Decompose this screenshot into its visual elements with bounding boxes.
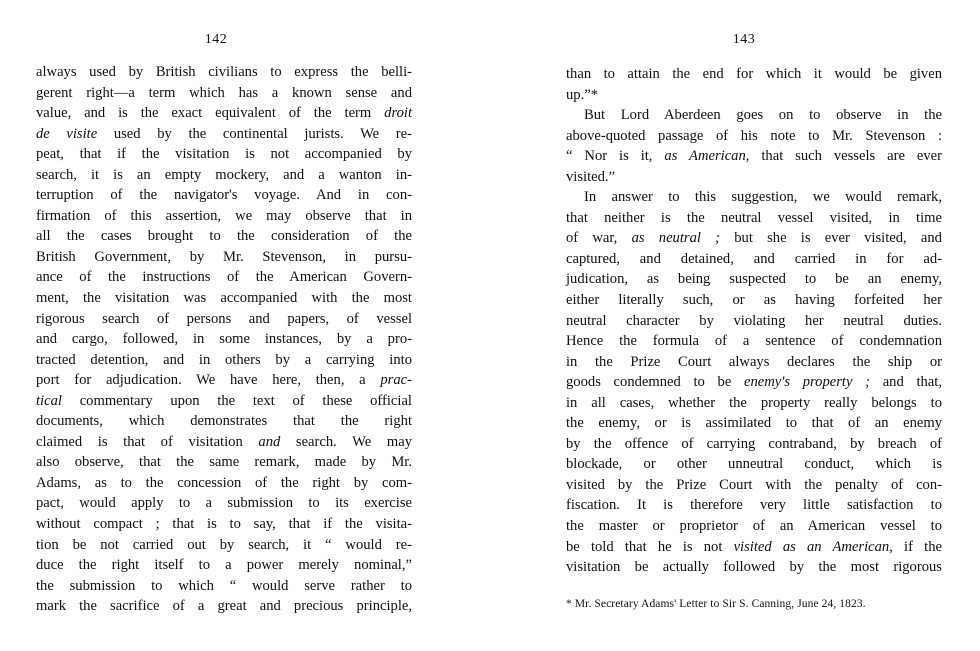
right-line: neutral character by violating her neutral duties. — [566, 312, 942, 329]
left-line: tion be not carried out by search, it “ would re- — [36, 536, 412, 553]
right-line: in all cases, whether the property really belongs to — [566, 394, 942, 411]
right-line: visited by the Prize Court with the penalty of con- — [566, 476, 942, 493]
left-line: firmation of this assertion, we may observe that in — [36, 207, 412, 224]
left-line: value, and is the exact equivalent of the term droit — [36, 105, 412, 122]
right-line: of war, as neutral ; but she is ever visited, and — [566, 230, 942, 247]
left-line: always used by British civilians to express the belli- — [36, 64, 412, 80]
right-line: blockade, or other unneutral conduct, which is — [566, 456, 942, 473]
right-page-number: 143 — [732, 32, 756, 47]
left-line: search, it is an empty mockery, and a wanton in- — [36, 166, 412, 183]
left-line: port for adjudication. We have here, then, a prac- — [36, 372, 412, 389]
left-line: de visite used by the continental jurists. We re- — [36, 125, 412, 142]
right-line: But Lord Aberdeen goes on to observe in the — [584, 107, 942, 124]
right-line: Hence the formula of a sentence of condemnation — [566, 333, 942, 350]
right-line: judication, as being suspected to be an enemy, — [566, 271, 942, 288]
left-line: rigorous search of persons and papers, of vessel — [36, 310, 412, 327]
right-page-text — [566, 64, 942, 578]
right-line: be told that he is not visited as an American, if the — [566, 538, 942, 555]
right-line: visitation be actually followed by the most rigorous — [566, 559, 942, 576]
right-line: captured, and detained, and carried in for ad- — [566, 250, 942, 267]
right-line: the master or proprietor of an American vessel to — [566, 518, 942, 535]
left-line: terruption of the navigator's voyage. And in con- — [36, 187, 412, 204]
left-page-number: 142 — [204, 32, 228, 47]
right-line: than to attain the end for which it would be given — [566, 66, 942, 82]
left-line: gerent right—a term which has a known sense and — [36, 84, 412, 101]
footnote: * Mr. Secretary Adams' Letter to Sir S. Canning, June 24, 1823. — [566, 598, 866, 610]
left-line: tical commentary upon the text of these official — [36, 392, 412, 409]
right-line: either literally such, or as having forfeited her — [566, 292, 942, 309]
right-line: up.”* — [566, 86, 599, 103]
right-line: by the offence of carrying contraband, by breach of — [566, 435, 942, 452]
left-line: peat, that if the visitation is not accompanied by — [36, 146, 412, 163]
left-line: tracted detention, and in others by a carrying into — [36, 351, 412, 368]
left-page-text — [36, 62, 412, 617]
right-line: above-quoted passage of his note to Mr. Stevenson : — [566, 127, 942, 144]
left-line: duce the right itself to a power merely nominal,” — [36, 557, 412, 574]
right-line: goods condemned to be enemy's property ; and that, — [566, 374, 942, 391]
left-line: documents, which demonstrates that the right — [36, 413, 412, 430]
left-line: pact, would apply to a submission to its exercise — [36, 495, 412, 512]
right-line: in the Prize Court always declares the ship or — [566, 353, 942, 370]
right-line: fiscation. It is therefore very little satisfaction to — [566, 497, 942, 514]
left-line: the submission to which “ would serve rather to — [36, 577, 412, 594]
left-line: and cargo, followed, in some instances, by a pro- — [36, 331, 412, 348]
left-line: British Government, by Mr. Stevenson, in pursu- — [36, 248, 412, 265]
left-line: ment, the visitation was accompanied with the most — [36, 290, 412, 307]
left-line: mark the sacrifice of a great and precious principle, — [36, 598, 412, 615]
left-line: claimed is that of visitation and search. We may — [36, 433, 412, 450]
left-line: all the cases brought to the consideration of the — [36, 228, 412, 245]
left-line: Adams, as to the concession of the right by com- — [36, 474, 412, 491]
right-line: that neither is the neutral vessel visited, in time — [566, 209, 942, 226]
right-line: “ Nor is it, as American, that such vessels are ever — [566, 148, 942, 165]
right-line: In answer to this suggestion, we would remark, — [584, 189, 942, 206]
right-line: the enemy, or is assimilated to that of an enemy — [566, 415, 942, 432]
left-line: also observe, that the same remark, made by Mr. — [36, 454, 412, 471]
right-line: visited.” — [566, 168, 616, 185]
left-line: ance of the instructions of the American Govern- — [36, 269, 412, 286]
left-line: without compact ; that is to say, that if the visita- — [36, 516, 412, 533]
